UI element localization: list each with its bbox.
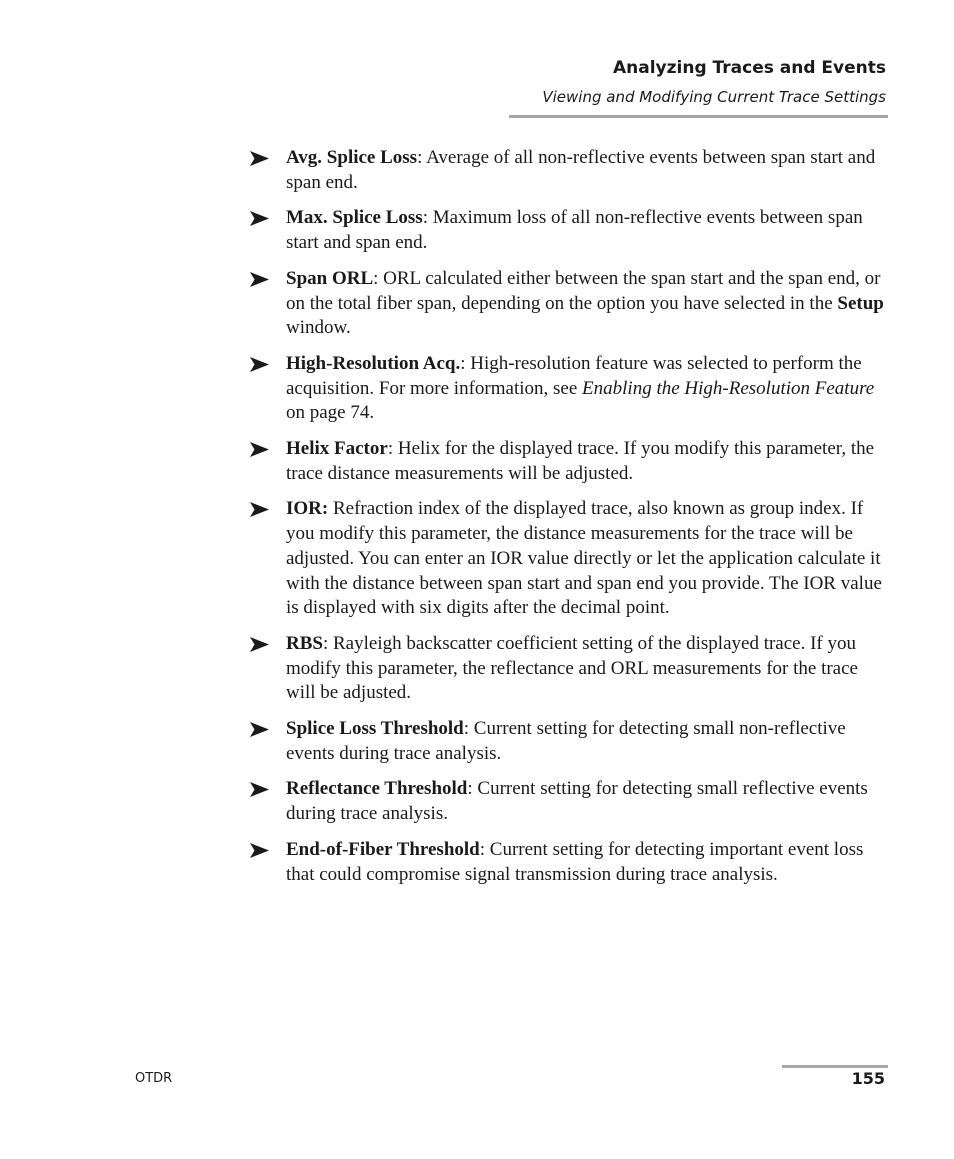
item-term: Reflectance Threshold [286,778,468,800]
list-item [250,777,890,826]
item-text [286,717,890,766]
bullet-list [250,146,890,898]
footer-divider [782,1065,888,1068]
arrow-bullet-icon [250,267,286,287]
page-header [542,57,886,107]
arrow-bullet-icon [250,146,286,166]
item-text [286,497,890,621]
item-description: : Current setting for detecting important event loss that could compromise signal transmission during trace analysis. [286,838,864,885]
cross-reference-link[interactable]: Enabling the High-Resolution Feature [582,377,875,399]
header-divider [509,115,888,118]
item-description: : Average of all non-reflective events between span start and span end. [286,147,876,193]
list-item [250,717,890,766]
item-term: RBS [286,632,323,654]
item-term: IOR: [286,498,329,520]
item-description: : Helix for the displayed trace. If you modify this parameter, the trace distance measurements will be adjusted. [286,438,875,484]
item-text [286,206,890,255]
item-term: Max. Splice Loss [286,207,423,229]
item-term: Helix Factor [286,438,388,460]
arrow-bullet-icon [250,437,286,457]
arrow-bullet-icon [250,717,286,737]
setup-window-reference: Setup [837,292,884,314]
item-description: : Maximum loss of all non-reflective events between span start and span end. [286,207,863,254]
item-description-end: on page 74. [286,402,375,424]
page-number: 155 [851,1069,885,1088]
item-term: High-Resolution Acq. [286,352,461,374]
list-item [250,267,890,341]
item-description: : ORL calculated either between the span start and the span end, or on the total fiber span, depending on the option you have selected in the [286,267,881,314]
arrow-bullet-icon [250,352,286,372]
item-text [286,352,890,426]
item-description: : Current setting for detecting small reflective events during trace analysis. [286,778,868,825]
chapter-title: Analyzing Traces and Events [612,58,886,78]
item-text [286,437,890,486]
arrow-bullet-icon [250,838,286,858]
footer-product: OTDR [135,1071,173,1086]
arrow-bullet-icon [250,497,286,517]
item-text [286,146,890,195]
item-description: : Rayleigh backscatter coefficient setting of the displayed trace. If you modify this parameter, the reflectance and ORL measurements for the trace will be adjusted. [286,632,858,704]
item-description: Refraction index of the displayed trace, also known as group index. If you modify this parameter, the distance measurements for the trace will be adjusted. You can enter an IOR value directly or let the application calculate it with the distance between span start and span end you provide. The IOR value is displayed with six digits after the decimal point. [286,498,882,619]
arrow-bullet-icon [250,206,286,226]
list-item [250,146,890,195]
list-item [250,497,890,621]
item-description: : Current setting for detecting small non-reflective events during trace analysis. [286,718,846,764]
item-description: : High-resolution feature was selected to perform the acquisition. For more information, see [286,352,862,399]
item-term: Span ORL [286,267,374,289]
item-term: End-of-Fiber Threshold [286,838,480,860]
list-item [250,838,890,887]
list-item [250,632,890,706]
item-text [286,838,890,887]
item-text [286,267,890,341]
item-term: Splice Loss Threshold [286,718,464,740]
item-text [286,632,890,706]
item-description-end: window. [286,317,351,339]
arrow-bullet-icon [250,777,286,797]
item-text [286,777,890,826]
arrow-bullet-icon [250,632,286,652]
item-term: Avg. Splice Loss [286,147,418,168]
list-item [250,352,890,426]
section-subtitle: Viewing and Modifying Current Trace Settings [542,88,886,106]
list-item [250,437,890,486]
list-item [250,206,890,255]
